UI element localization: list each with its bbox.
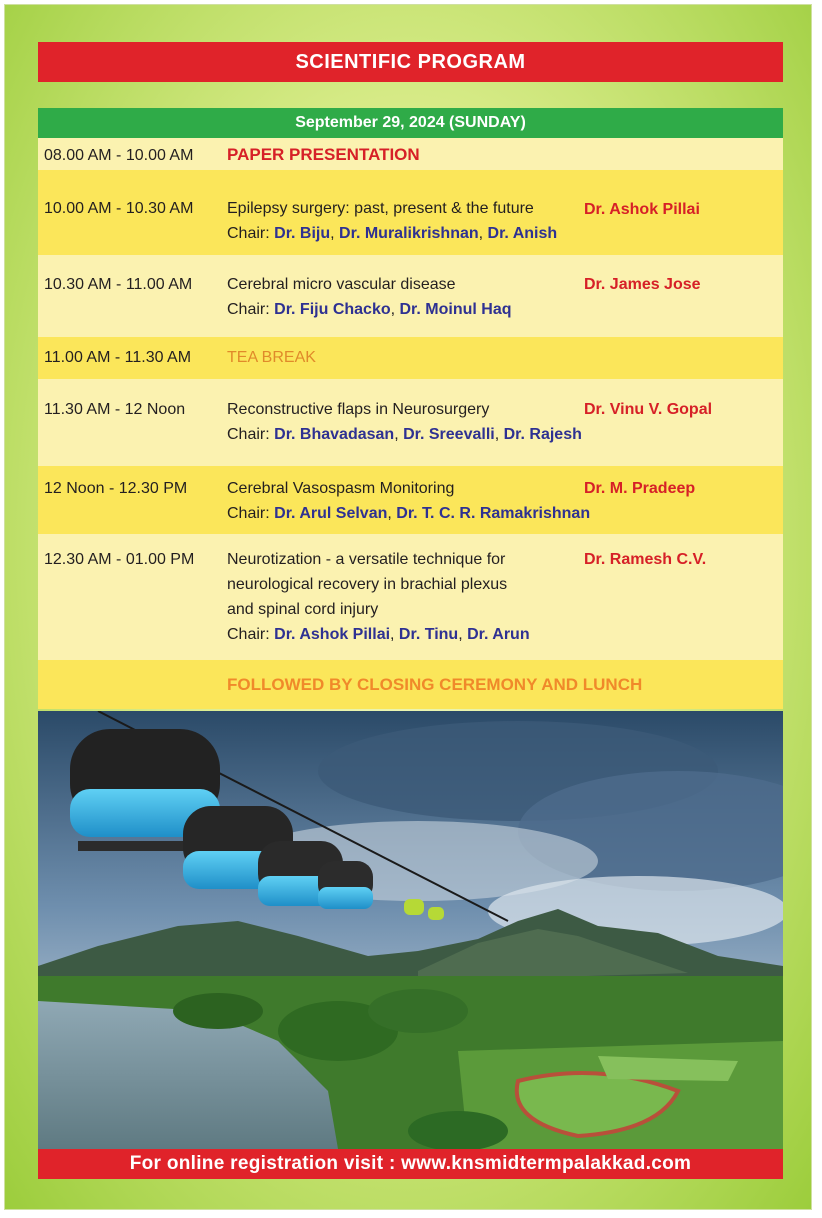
closing-text: FOLLOWED BY CLOSING CEREMONY AND LUNCH [227,675,643,694]
chair-name: Dr. Moinul Haq [399,301,512,318]
schedule-table [38,138,783,709]
schedule-row [38,379,783,466]
chair-name: Dr. Anish [487,225,558,242]
program-date: September 29, 2024 (SUNDAY) [38,108,783,138]
schedule-row [38,170,783,255]
talk-details [227,476,590,526]
session-time: 08.00 AM - 10.00 AM [44,147,194,164]
chair-name: Dr. Ashok Pillai [274,626,391,643]
chair-line: Chair: Dr. Bhavadasan, Dr. Sreevalli, Dr. Rajesh [227,426,582,443]
program-title: SCIENTIFIC PROGRAM [38,42,783,82]
speaker-name: Dr. Ramesh C.V. [584,551,707,568]
chair-name: Dr. Biju [274,225,331,242]
schedule-row [38,466,783,534]
session-time: 11.30 AM - 12 Noon [44,401,186,418]
registration-footer: For online registration visit : www.knsmidtermpalakkad.com [38,1149,783,1179]
cable-car-photo [38,711,783,1149]
session-time: 10.30 AM - 11.00 AM [44,276,193,293]
talk-details [227,196,557,246]
cable-car [318,861,373,909]
chair-name: Dr. Fiju Chacko [274,301,391,318]
session-time: 12.30 AM - 01.00 PM [44,551,195,568]
chair-line: Chair: Dr. Biju, Dr. Muralikrishnan, Dr. Anish [227,225,558,242]
talk-topic: Cerebral Vasospasm Monitoring [227,480,455,497]
chair-name: Dr. Arun [467,626,530,643]
chair-line: Chair: Dr. Ashok Pillai, Dr. Tinu, Dr. Arun [227,626,530,643]
speaker-name: Dr. Ashok Pillai [584,201,700,218]
session-title: TEA BREAK [227,349,316,366]
session-time: 10.00 AM - 10.30 AM [44,200,194,217]
chair-name: Dr. Bhavadasan [274,426,395,443]
chair-name: Dr. Muralikrishnan [339,225,479,242]
schedule-row [38,534,783,660]
chair-name: Dr. T. C. R. Ramakrishnan [396,505,591,522]
session-time: 11.00 AM - 11.30 AM [44,349,192,366]
chair-name: Dr. Tinu [398,626,459,643]
talk-topic-line: neurological recovery in brachial plexus [227,576,508,593]
talk-topic: Reconstructive flaps in Neurosurgery [227,401,490,418]
chair-name: Dr. Rajesh [503,426,582,443]
session-time: 12 Noon - 12.30 PM [44,480,188,497]
chair-line: Chair: Dr. Arul Selvan, Dr. T. C. R. Ramakrishnan [227,505,591,522]
speaker-name: Dr. Vinu V. Gopal [584,401,713,418]
talk-details [227,272,512,322]
talk-topic-line: Neurotization - a versatile technique for [227,551,506,568]
talk-topic-line: and spinal cord injury [227,601,379,618]
talk-details [227,547,530,647]
talk-details [227,397,582,447]
chair-name: Dr. Sreevalli [403,426,495,443]
talk-topic: Cerebral micro vascular disease [227,276,456,293]
chair-line: Chair: Dr. Fiju Chacko, Dr. Moinul Haq [227,301,512,318]
closing-row [38,660,783,709]
schedule-row [38,255,783,337]
schedule-row [38,138,783,170]
speaker-name: Dr. M. Pradeep [584,480,696,497]
speaker-name: Dr. James Jose [584,276,701,293]
session-title: PAPER PRESENTATION [227,145,420,164]
schedule-row [38,337,783,379]
chair-name: Dr. Arul Selvan [274,505,388,522]
talk-topic: Epilepsy surgery: past, present & the future [227,200,534,217]
